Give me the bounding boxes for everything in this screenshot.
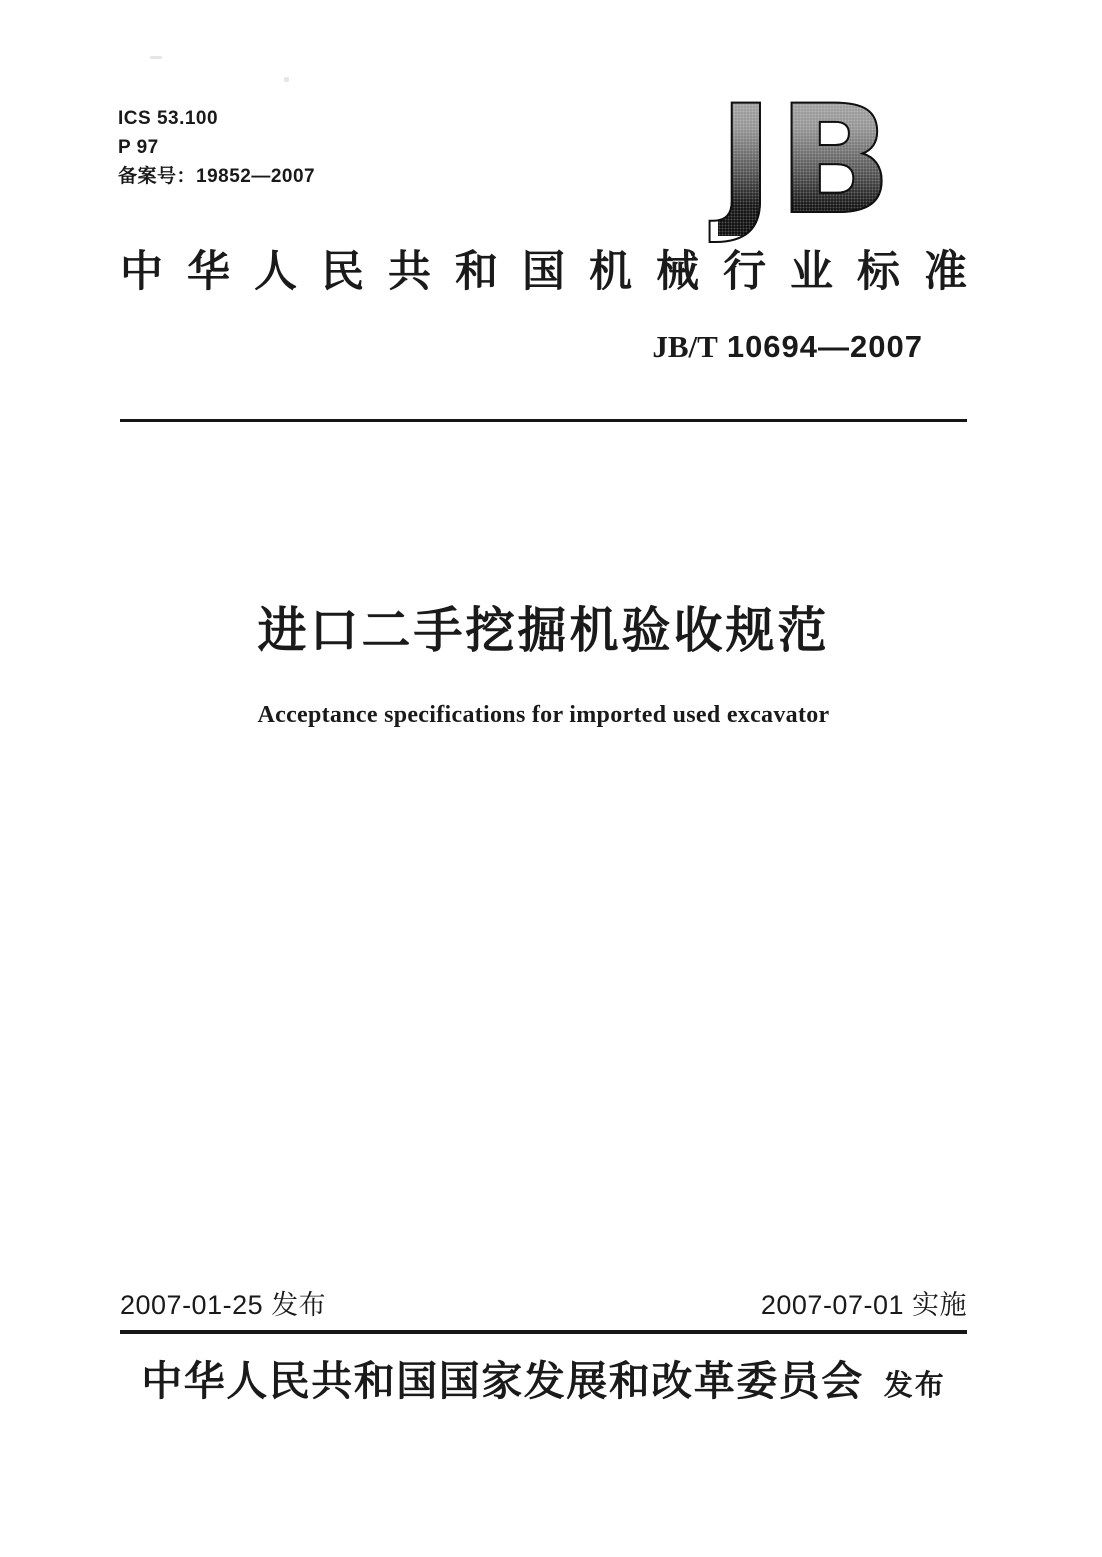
standard-code-prefix: JB/T bbox=[652, 329, 718, 364]
issue-date: 2007-01-25 发布 bbox=[120, 1290, 327, 1320]
standard-category-banner: 中 华 人 民 共 和 国 机 械 行 业 标 准 bbox=[120, 248, 967, 296]
issuer-action-label: 发布 bbox=[883, 1370, 946, 1402]
jb-standard-logo: JB bbox=[718, 74, 897, 248]
issuer-row bbox=[120, 1355, 967, 1407]
ics-code: ICS 53.100 bbox=[118, 108, 219, 129]
scan-artifact bbox=[284, 77, 289, 82]
standard-title-chinese: 进口二手挖掘机验收规范 bbox=[257, 604, 830, 658]
implement-date: 2007-07-01 实施 bbox=[760, 1290, 967, 1320]
china-class-code: P 97 bbox=[118, 137, 159, 158]
footer-divider-rule bbox=[120, 1330, 967, 1334]
record-number: 备案号：19852—2007 bbox=[118, 166, 316, 187]
issuer-name: 中华人民共和国国家发展和改革委员会 bbox=[141, 1358, 864, 1404]
standard-code-number: 10694—2007 bbox=[726, 329, 923, 364]
scan-artifact bbox=[150, 56, 162, 59]
header-divider-rule bbox=[120, 419, 967, 422]
standard-title-english: Acceptance specifications for imported used excavator bbox=[257, 702, 830, 728]
date-row bbox=[120, 1287, 967, 1323]
standard-code bbox=[652, 330, 923, 364]
classification-codes bbox=[118, 104, 315, 191]
